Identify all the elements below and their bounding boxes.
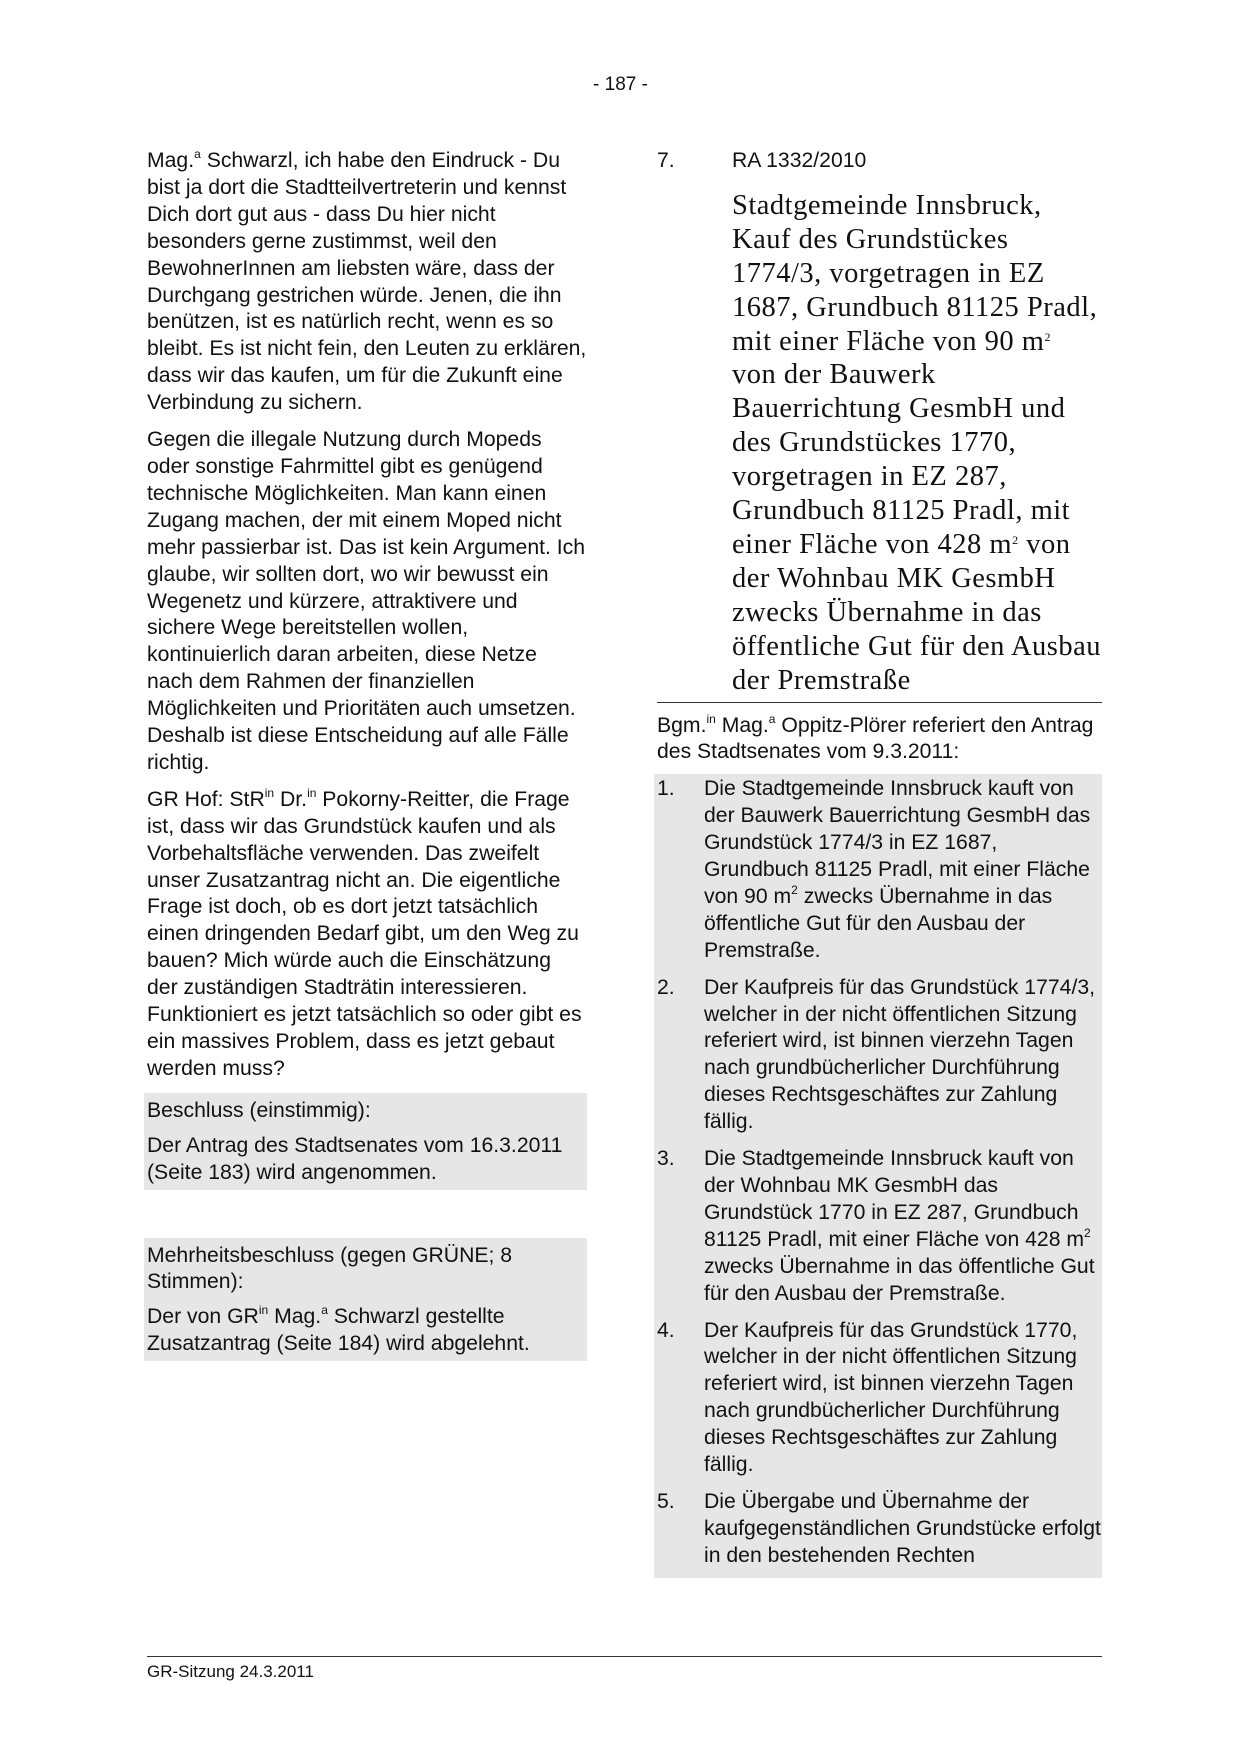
list-item: 5. Die Übergabe und Übernahme der kaufgegenständlichen Grundstücke erfolgt in den bestehenden Rechten [657, 1489, 1101, 1567]
left-column [147, 148, 587, 1361]
agenda-item-reference: RA 1332/2010 [732, 149, 867, 172]
footer-text: GR-Sitzung 24.3.2011 [147, 1662, 314, 1681]
speech-paragraph-3: GR Hof: StR$^{in}$ Dr.$^{in}$ Pokorny-Reitter, die Frage ist, dass wir das Grundstück kaufen und als Vorbehaltsfläche verwenden. Das zweifelt unser Zusatzantrag nicht an. Die eigentliche Frage ist doch, ob es dort jetzt tatsächlich einen dringenden Bedarf gibt, um den Weg zu bauen? Mich würde auch die Einschätzung der zuständigen Stadträtin interessieren. Funktioniert es jetzt tatsächlich so oder gibt es ein massives Problem, dass es jetzt gebaut werden muss? [147, 785, 582, 1080]
resolution-heading: Mehrheitsbeschluss (gegen GRÜNE; 8 Stimmen): [147, 1243, 513, 1294]
resolution-block-1 [144, 1093, 587, 1190]
page-number: - 187 - [593, 74, 648, 95]
decision-list [654, 774, 1102, 1577]
footer-divider [147, 1656, 1102, 1657]
list-item: 3. Die Stadtgemeinde Innsbruck kauft von der Wohnbau MK GesmbH das Grundstück 1770 in EZ 287, Grundbuch 81125 Pradl, mit einer Fläche von 428 $m^2$ zwecks Übernahme in das öffentliche Gut für den Ausbau der Premstraße. [657, 1147, 1095, 1305]
agenda-item-header [657, 148, 1102, 175]
resolution-text: Der von $GR^{in}$ Mag.$^a$ Schwarzl gestellte Zusatzantrag (Seite 184) wird abgelehnt. [147, 1303, 530, 1356]
resolution-block-2 [144, 1238, 587, 1362]
motion-intro: Bgm.$^{in}$ Mag.$^a$ Oppitz-Plörer referiert den Antrag des Stadtsenates vom 9.3.2011: [657, 711, 1094, 764]
list-item: 4. Der Kaufpreis für das Grundstück 1770, welcher in der nicht öffentlichen Sitzung referiert wird, ist binnen vierzehn Tagen nach grundbücherlicher Durchführung dieses Rechtsgeschäftes zur Zahlung fällig. [657, 1318, 1078, 1477]
speech-paragraph-1: Mag.$^a$ Schwarzl, ich habe den Eindruck - Du bist ja dort die Stadtteilvertreterin und kennst Dich dort gut aus - dass Du hier nicht besonders gerne zustimmst, weil den BewohnerInnen am liebsten wäre, dass der Durchgang gestrichen würde. Jenen, die ihn benützen, ist es natürlich recht, wenn es so bleibt. Es ist nicht fein, den Leuten zu erklären, dass wir das kaufen, um für die Zukunft eine Verbindung zu sichern. [147, 147, 587, 415]
resolution-text: Der Antrag des Stadtsenates vom 16.3.2011 (Seite 183) wird angenommen. [147, 1133, 563, 1184]
speech-paragraph-2: Gegen die illegale Nutzung durch Mopeds oder sonstige Fahrmittel gibt es genügend technische Möglichkeiten. Man kann einen Zugang machen, der mit einem Moped nicht mehr passierbar ist. Das ist kein Argument. Ich glaube, wir sollten dort, wo wir bewusst ein Wegenetz und kürzere, attraktivere und sichere Wege bereitstellen wollen, kontinuierlich daran arbeiten, diese Netze nach dem Rahmen der finanziellen Möglichkeiten und Prioritäten auch umsetzen. Deshalb ist diese Entscheidung auf alle Fälle richtig. [147, 428, 586, 774]
speaker-name: GR Hof: [147, 787, 224, 811]
agenda-item-title: Stadtgemeinde Innsbruck, Kauf des Grundstückes 1774/3, vorgetragen in EZ 1687, Grundbuch 81125 Pradl, mit einer Fläche von 90 $m^2$ von der Bauwerk Bauerrichtung GesmbH und des Grundstückes 1770, vorgetragen in EZ 287, Grundbuch 81125 Pradl, mit einer Fläche von 428 $m^2$ von der Wohnbau MK GesmbH zwecks Übernahme in das öffentliche Gut für den Ausbau der Premstraße [732, 189, 1102, 696]
resolution-heading: Beschluss (einstimmig): [147, 1098, 371, 1122]
agenda-item-number: 7. [657, 149, 675, 172]
list-item: 2. Der Kaufpreis für das Grundstück 1774/3, welcher in der nicht öffentlichen Sitzung referiert wird, ist binnen vierzehn Tagen nach grundbücherlicher Durchführung dieses Rechtsgeschäftes zur Zahlung fällig. [657, 975, 1095, 1134]
right-column [657, 148, 1102, 1578]
list-item: 1. Die Stadtgemeinde Innsbruck kauft von der Bauwerk Bauerrichtung GesmbH das Grundstück 1774/3 in EZ 1687, Grundbuch 81125 Pradl, mit einer Fläche von 90 $m^2$ zwecks Übernahme in das öffentliche Gut für den Ausbau der Premstraße. [657, 777, 1091, 962]
